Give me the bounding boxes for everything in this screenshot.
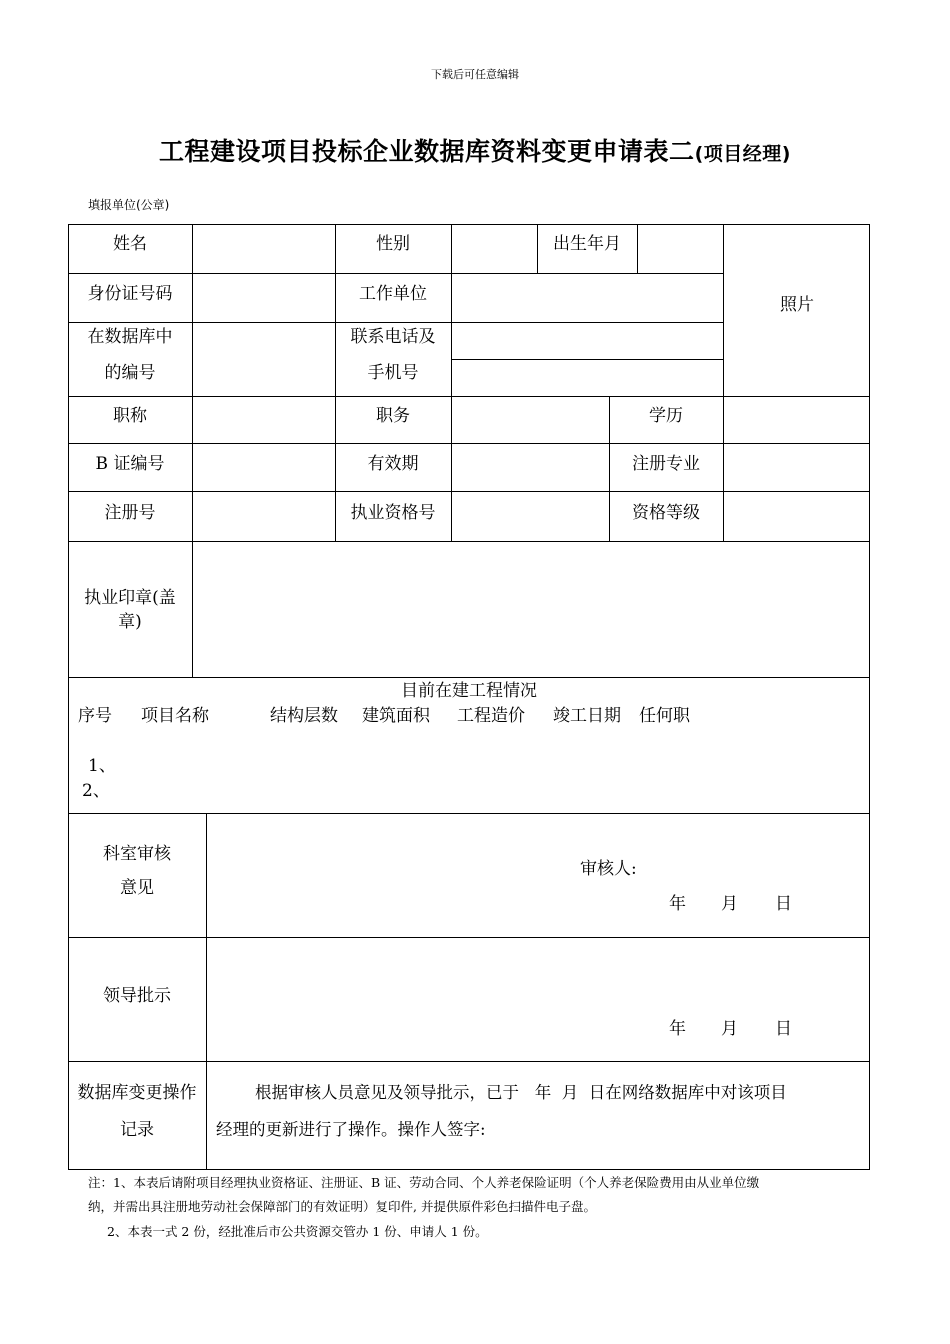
fill-unit-label: 填报单位(公章) xyxy=(88,198,170,212)
col-area: 建筑面积 xyxy=(362,706,430,726)
rule xyxy=(68,541,870,542)
review-month: 月 xyxy=(721,894,738,914)
label-birth: 出生年月 xyxy=(553,234,621,254)
list-item-2: 2、 xyxy=(82,781,110,801)
label-db-number-1: 在数据库中 xyxy=(87,327,173,347)
label-gender: 性别 xyxy=(376,234,410,254)
title-sub: (项目经理) xyxy=(694,143,791,165)
rule xyxy=(68,322,451,323)
rule xyxy=(451,322,724,323)
label-phone-1: 联系电话及 xyxy=(350,327,436,347)
rule xyxy=(723,224,724,541)
record-text-2: 经理的更新进行了操作。操作人签字: xyxy=(216,1120,486,1139)
leader-day: 日 xyxy=(775,1019,792,1039)
leader-year: 年 xyxy=(669,1019,686,1039)
rule xyxy=(68,677,870,678)
col-project: 项目名称 xyxy=(141,706,209,726)
label-title-rank: 职称 xyxy=(113,406,147,426)
col-seq: 序号 xyxy=(78,706,112,726)
col-role: 任何职 xyxy=(639,706,690,726)
label-work-unit: 工作单位 xyxy=(359,284,427,304)
leader-month: 月 xyxy=(721,1019,738,1039)
label-b-cert: B 证编号 xyxy=(95,454,165,474)
label-review-2: 意见 xyxy=(120,878,154,898)
label-record-1: 数据库变更操作 xyxy=(77,1083,197,1103)
reviewer-label: 审核人: xyxy=(580,859,637,879)
label-qual-level: 资格等级 xyxy=(632,503,700,523)
label-db-number-2: 的编号 xyxy=(104,363,156,383)
note-line-3: 2、本表一式 2 份，经批准后市公共资源交管办 1 份、申请人 1 份。 xyxy=(107,1224,488,1239)
rule xyxy=(68,937,870,938)
rule xyxy=(451,359,724,360)
record-text-1: 根据审核人员意见及领导批示，已于 年 月 日在网络数据库中对该项目 xyxy=(255,1083,787,1102)
label-education: 学历 xyxy=(649,406,683,426)
label-seal-2: 章) xyxy=(118,612,142,632)
label-position: 职务 xyxy=(376,406,410,426)
list-item-1: 1、 xyxy=(88,756,116,776)
label-validity: 有效期 xyxy=(367,454,419,474)
rule xyxy=(68,491,870,492)
label-phone-2: 手机号 xyxy=(367,363,419,383)
rule xyxy=(68,813,870,814)
note-line-2: 纳，并需出具注册地劳动社会保障部门的有效证明）复印件, 并提供原件彩色扫描件电子盘。 xyxy=(88,1199,596,1214)
note-line-1: 注：1、本表后请附项目经理执业资格证、注册证、B 证、劳动合同、个人养老保险证明（个人养老保险费用由从业单位缴 xyxy=(88,1175,760,1190)
col-cost: 工程造价 xyxy=(457,706,525,726)
header-note: 下载后可任意编辑 xyxy=(431,68,519,81)
rule xyxy=(68,443,870,444)
rule xyxy=(206,813,207,1170)
label-reg-no: 注册号 xyxy=(104,503,156,523)
rule xyxy=(451,224,452,541)
label-photo: 照片 xyxy=(780,295,814,315)
page-title xyxy=(0,132,950,168)
rule xyxy=(637,224,638,273)
col-structure: 结构层数 xyxy=(270,706,338,726)
review-year: 年 xyxy=(669,894,686,914)
rule xyxy=(68,1061,870,1062)
label-record-2: 记录 xyxy=(120,1120,154,1140)
label-reg-major: 注册专业 xyxy=(632,454,700,474)
rule xyxy=(68,396,870,397)
rule xyxy=(192,224,193,677)
rule xyxy=(68,273,724,274)
label-id-number: 身份证号码 xyxy=(87,284,173,304)
label-review-1: 科室审核 xyxy=(103,844,171,864)
col-completion: 竣工日期 xyxy=(553,706,621,726)
ongoing-title: 目前在建工程情况 xyxy=(401,681,537,701)
review-day: 日 xyxy=(775,894,792,914)
label-seal-1: 执业印章(盖 xyxy=(84,588,176,608)
title-main: 工程建设项目投标企业数据库资料变更申请表二 xyxy=(159,137,695,166)
label-practice-no: 执业资格号 xyxy=(350,503,436,523)
label-leader: 领导批示 xyxy=(103,986,171,1006)
label-name: 姓名 xyxy=(113,234,147,254)
